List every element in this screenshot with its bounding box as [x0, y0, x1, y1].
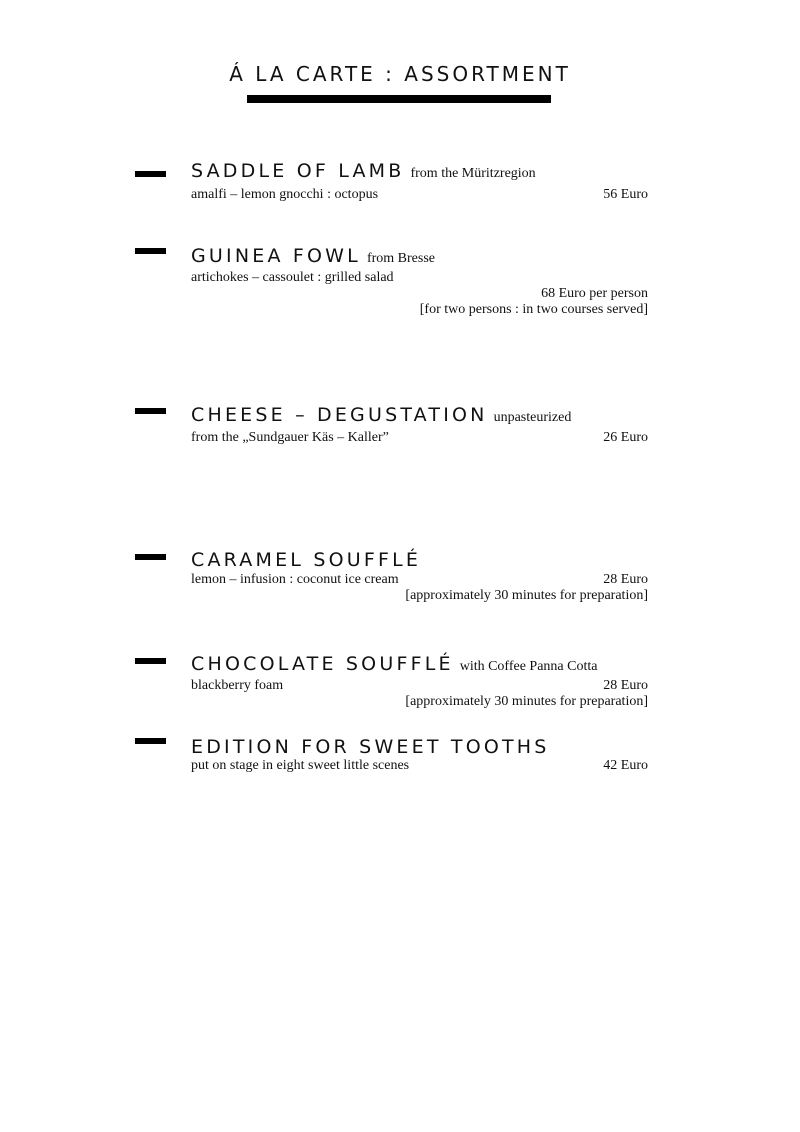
item-name: CARAMEL SOUFFLÉ	[191, 549, 422, 571]
menu-item-guinea-fowl	[191, 245, 648, 318]
item-remark: [approximately 30 minutes for preparation]	[405, 588, 648, 603]
item-name-line	[191, 245, 648, 270]
item-detail-line	[191, 758, 648, 774]
menu-item-saddle-of-lamb	[191, 160, 648, 203]
item-price: 28 Euro	[603, 678, 648, 693]
page-title: Á LA CARTE : ASSORTMENT	[229, 62, 571, 86]
item-bullet-dash	[135, 738, 166, 744]
item-name: CHEESE – DEGUSTATION	[191, 404, 488, 426]
item-name: EDITION FOR SWEET TOOTHS	[191, 736, 550, 758]
item-bullet-dash	[135, 408, 166, 414]
item-detail-line	[191, 678, 648, 694]
item-price: 26 Euro	[603, 430, 648, 445]
item-note: unpasteurized	[493, 410, 572, 425]
menu-item-caramel-souffle	[191, 549, 648, 604]
item-note: from the Müritzregion	[410, 166, 536, 181]
item-bullet-dash	[135, 658, 166, 664]
item-remark: [for two persons : in two courses served]	[419, 302, 648, 317]
title-rule	[247, 95, 551, 103]
item-note: from Bresse	[366, 251, 435, 266]
menu-item-chocolate-souffle	[191, 653, 648, 710]
item-detail-line	[191, 270, 648, 286]
item-description: lemon – infusion : coconut ice cream	[191, 572, 399, 587]
item-detail-line	[191, 572, 648, 588]
item-description: from the „Sundgauer Käs – Kaller”	[191, 430, 389, 445]
item-price: 56 Euro	[603, 187, 648, 202]
item-name: CHOCOLATE SOUFFLÉ	[191, 653, 454, 675]
item-description: artichokes – cassoulet : grilled salad	[191, 270, 394, 285]
item-bullet-dash	[135, 171, 166, 177]
item-price: 28 Euro	[603, 572, 648, 587]
item-name-line	[191, 549, 648, 571]
item-name-line	[191, 160, 648, 185]
item-bullet-dash	[135, 248, 166, 254]
item-name: GUINEA FOWL	[191, 245, 361, 267]
item-description: amalfi – lemon gnocchi : octopus	[191, 187, 379, 202]
item-name: SADDLE OF LAMB	[191, 160, 405, 182]
item-note: with Coffee Panna Cotta	[459, 659, 598, 674]
item-description: blackberry foam	[191, 678, 284, 693]
item-name-line	[191, 653, 648, 678]
item-name-line	[191, 404, 648, 429]
menu-item-edition-for-sweet-tooths	[191, 736, 648, 774]
item-name-line	[191, 736, 648, 758]
item-description: put on stage in eight sweet little scenes	[191, 758, 410, 773]
item-detail-line	[191, 430, 648, 446]
item-price: 42 Euro	[603, 758, 648, 773]
item-price: 68 Euro per person	[541, 286, 648, 301]
item-detail-line	[191, 187, 648, 203]
item-bullet-dash	[135, 554, 166, 560]
menu-item-cheese-degustation	[191, 404, 648, 446]
item-remark: [approximately 30 minutes for preparation]	[405, 694, 648, 709]
